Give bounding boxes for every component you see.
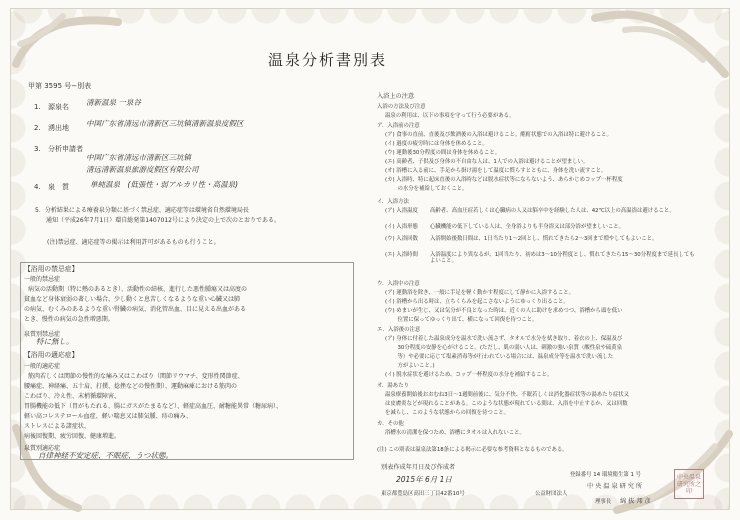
section-a-line-6: (カ) 入浴時、特に起床直後の入浴時などは脱水症状等にならないよう、あらかじめコップ一杯程度: [385, 177, 623, 183]
table-note: (注) この別表は温泉法第18条による掲示に必要な参考資料となるものである。: [377, 447, 568, 453]
section-b-row-3-text: 入浴開始後数日間は、1日当たり1〜2回とし、慣れてきたら2〜3回まで増やしてもよいこと。: [430, 236, 658, 242]
indication-line-8: 病後回復期、疲労回復、健康増進。: [24, 433, 121, 440]
item-4-value: 単純温泉 (低張性・弱アルカリ性・高温泉): [90, 180, 239, 189]
chief-name: 綿 抜 邦 彦: [620, 498, 651, 505]
section-d-title: エ．入浴後の注意: [377, 327, 421, 333]
indication-line-3: 腰痛症、神経痛、五十肩、打撲、捻挫などの慢性期）、運動麻痺における筋肉の: [24, 383, 238, 390]
document-number: 甲第 3595 号−別表: [28, 82, 92, 90]
indication-line-6: 軽い高コレステロール血症、軽い喘息又は肺気腫、痔の痛み、: [24, 413, 192, 420]
registration-number: 登録番号 14 環境衛生第 1 号: [570, 472, 642, 478]
section-d-line-4: 方がよいこと。): [385, 363, 435, 369]
chief-label: 理事長: [595, 499, 612, 505]
section-d-line-1: (ア) 身体に付着した温泉成分を温水で洗い流さず、タオルで水分を拭き取り、着衣の上、保温及び: [385, 336, 623, 342]
quality-contraindication-label: 泉質別禁忌症: [24, 331, 61, 338]
item-2-number: 2.: [34, 124, 41, 132]
note-5-line-2: 通知（平成26年7月1日）環自総発第1407012号により決定の上で次のとおりである。: [46, 217, 280, 224]
section-b-row-2-text: 心臓機能の低下している人は、全身浴よりも半身浴又は部分浴が望ましいこと。: [430, 224, 625, 230]
indication-title: 【浴用の適応症】: [24, 351, 79, 359]
indication-line-5: 胃腸機能の低下（胃がもたれる、腸にガスがたまるなど）、軽症高血圧、耐糖能異常（糖尿病）、: [24, 403, 283, 410]
section-c-line-1: (ア) 運動浴を除き、一般に手足を軽く動かす程度にして静かに入浴すること。: [385, 290, 574, 296]
item-3-number: 3.: [34, 145, 41, 153]
section-e-line-1: 温泉療養開始後おおむね3日〜1週間前後に、気分不快、不眠若しくは消化器症状等の湯あたり症状又: [385, 392, 630, 398]
section-b-title: イ．入浴方法: [377, 199, 409, 205]
contraindication-line-2: 病気の活動期（特に熱のあるとき）、活動性の結核、進行した悪性腫瘍又は高度の: [28, 286, 248, 293]
page-title: 温泉分析書別表: [268, 51, 388, 69]
applicant-line-1: 中国广东省清远市清新区三坑镇: [86, 153, 191, 162]
contraindication-title: 【浴用の禁忌症】: [24, 265, 79, 273]
section-c-title: ウ．入浴中の注意: [377, 281, 420, 287]
section-a-line-1: (ア) 食事の直前、直後及び飲酒後の入浴は避けること。酩酊状態での入浴は特に避けること。: [385, 132, 612, 138]
section-b-row-1-text: 高齢者、高血圧症若しくは心臓病の人又は脳卒中を経験した人は、42℃以上の高温浴は避けること。: [430, 208, 675, 214]
issue-date-hand: 2015年 6月 1日: [396, 475, 452, 484]
organization-type: 公益財団法人: [535, 491, 568, 497]
indication-line-4: こわばり、冷え性、末梢循環障害、: [24, 393, 121, 400]
section-a-title: ア．入浴前の注意: [377, 123, 420, 129]
section-d-line-3: 等）や必要に応じて塩素消毒等が行われている場合には、温泉成分等を温水で洗い流した: [385, 354, 614, 360]
main-note: (注)禁忌症、適応症等の掲示は利用許可があるものも行うこと。: [47, 239, 220, 246]
section-1-text: 温泉の利用は、以下の事項を守って行う必要がある。: [385, 113, 515, 119]
section-a-line-4: (エ) 高齢者、子供及び身体の不自由な人は、1人での入浴は避けることが望ましい。: [385, 159, 589, 165]
section-e-title: オ．湯あたり: [377, 383, 409, 389]
item-4-number: 4.: [34, 183, 41, 191]
quality-indication-label: 泉質別適応症: [24, 445, 61, 452]
item-4-label: 泉 質: [48, 183, 69, 191]
item-2-label: 湧出地: [48, 124, 69, 132]
section-f-line-1: 浴槽水の清潔を保つため、浴槽にタオルは入れないこと。: [385, 430, 525, 436]
section-d-line-2: 30分程度の安静を心がけること。(ただし、肌の弱い人は、刺激の強い泉質（酸性泉や硫黄泉: [385, 345, 623, 351]
section-f-title: カ．その他: [377, 421, 404, 427]
applicant-line-2: 清远清新温泉旅游度假区有限公司: [86, 165, 199, 174]
contraindication-line-5: とき、慢性の病気の急性増悪期。: [24, 316, 114, 323]
address: 東京都豊島区高田三丁目42番10号: [381, 491, 465, 497]
official-seal: 中央温泉研究所之印: [674, 469, 704, 499]
item-1-number: 1.: [34, 103, 41, 111]
note-5-line-1: 5．分析結果による療養泉分類に基づく禁忌症、適応症等は環境省自然環境局長: [35, 207, 249, 214]
section-b-row-4-text: 入浴温度により異なるが、1回当たり、初めは3〜10分程度とし、慣れてきたら15〜30分程度まで延長してもよいこと。: [430, 252, 695, 265]
section-b-row-4-label: (エ) 入浴時間: [385, 252, 418, 258]
item-3-label: 分析申請者: [48, 145, 83, 153]
section-d-line-5: (イ) 脱水症状を避けるため、コップ一杯程度の水分を補給すること。: [385, 372, 553, 378]
section-c-line-2: (イ) 浴槽から出る時は、立ちくらみを起こさないようにゆっくり出ること。: [385, 299, 569, 305]
quality-contraindication-hand: 特に無し。: [36, 337, 74, 346]
indication-line-7: ストレスによる諸症状、: [24, 423, 90, 430]
issue-date-title: 別表作成年月日及び作成者: [381, 464, 456, 471]
indication-line-2: 筋肉若しくは関節の慢性的な痛み又はこわばり（関節リウマチ、変形性関節症、: [28, 373, 244, 380]
organization-name: 中 央 温 泉 研 究 所: [587, 483, 643, 490]
section-c-line-4: 位置に保ってゆっくり出て、横になって回復を待つこと。: [385, 317, 538, 323]
section-b-row-3-label: (ウ) 入浴回数: [385, 236, 418, 242]
section-a-line-5: (オ) 浴槽に入る前に、手足から掛け湯をして温度に慣らすとともに、身体を洗い流すこと。: [385, 168, 607, 174]
quality-indication-hand: 自律神経不安定症、不眠症、うつ状態。: [38, 451, 173, 460]
contraindication-line-1: 一般的禁忌症: [24, 276, 61, 283]
section-a-line-2: (イ) 過度の疲労時には身体を休めること。: [385, 141, 488, 147]
item-1-value: 清新温泉 一泉谷: [86, 98, 141, 107]
section-c-line-3: (ウ) めまいが生じ、又は気分が不良となった時は、近くの人に助けを求めつつ、浴槽から頭を低い: [385, 308, 623, 314]
section-b-row-2-label: (イ) 入浴形態: [385, 224, 418, 230]
section-a-line-3: (ウ) 運動後30分程度の間は身体を休めること。: [385, 150, 501, 156]
section-e-line-2: は皮膚炎などが現れることがある。このような状態が現れている間は、入浴を中止するか、又は回数: [385, 401, 628, 407]
section-a-line-7: の水分を補給しておくこと。: [385, 186, 468, 192]
section-b-row-1-label: (ア) 入浴温度: [385, 208, 418, 214]
section-1-title: 入浴の方法及び注意: [377, 104, 426, 110]
contraindication-line-3: 貧血など身体衰弱の著しい場合、少し動くと息苦しくなるような重い心臓又は肺: [24, 296, 241, 303]
contraindication-line-4: の病気、むくみのあるような重い腎臓の病気、消化管出血、目に見える出血がある: [24, 306, 247, 313]
item-1-label: 源泉名: [48, 103, 69, 111]
item-2-value: 中国广东省清远市清新区三坑镇清新温泉度假区: [86, 119, 244, 128]
section-e-line-3: を減らし、このような状態からの回復を待つこと。: [385, 410, 509, 416]
right-top-title: 入浴上の注意: [377, 93, 415, 100]
indication-line-1: 一般的適応症: [24, 363, 61, 370]
